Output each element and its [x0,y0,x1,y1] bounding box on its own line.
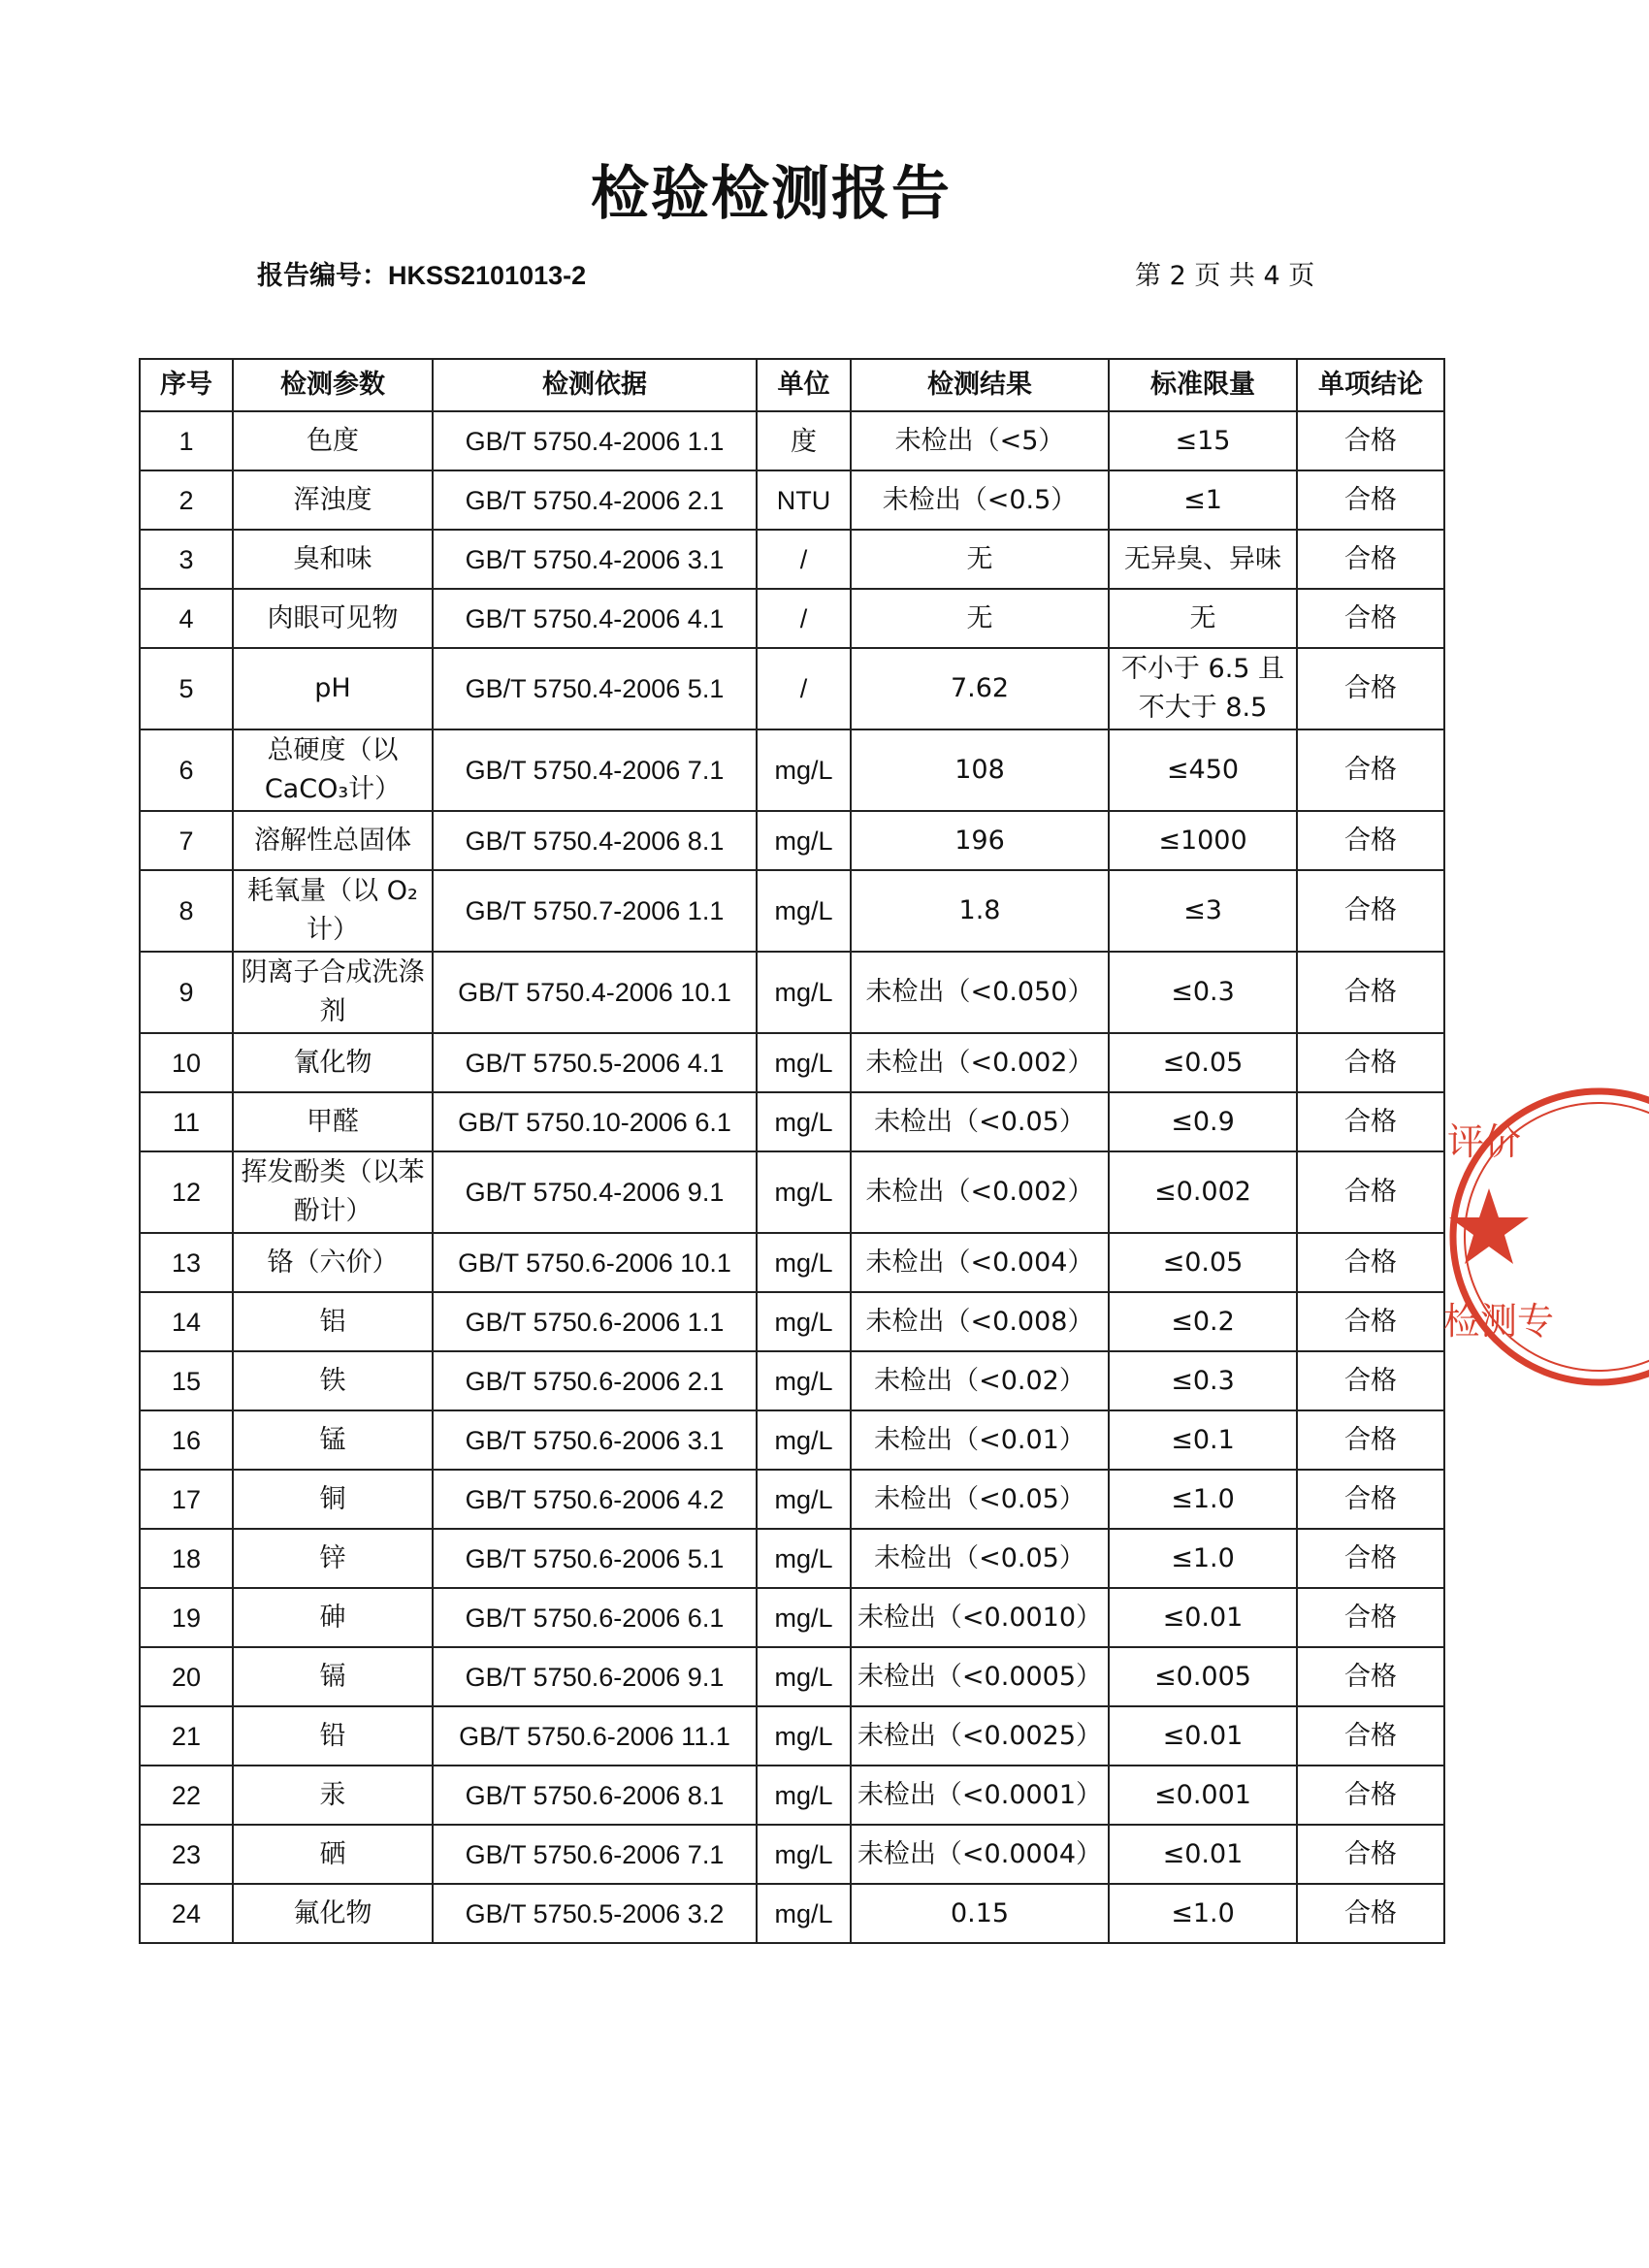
cell-limit: ≤0.3 [1109,952,1297,1033]
cell-limit: ≤0.9 [1109,1092,1297,1151]
cell-conclusion: 合格 [1297,589,1444,648]
cell-result: 未检出（<0.0004） [851,1825,1109,1884]
header-no: 序号 [140,359,233,411]
cell-no: 2 [140,470,233,530]
cell-method: GB/T 5750.4-2006 4.1 [433,589,757,648]
cell-method: GB/T 5750.6-2006 5.1 [433,1529,757,1588]
cell-param: 锌 [233,1529,433,1588]
cell-conclusion: 合格 [1297,1766,1444,1825]
cell-method: GB/T 5750.6-2006 11.1 [433,1706,757,1766]
table-row [140,1410,1444,1470]
cell-conclusion: 合格 [1297,1410,1444,1470]
cell-unit: 度 [757,411,851,470]
table-row [140,1151,1444,1233]
cell-param: 浑浊度 [233,470,433,530]
cell-result: 未检出（<5） [851,411,1109,470]
cell-no: 15 [140,1351,233,1410]
cell-limit: ≤1.0 [1109,1470,1297,1529]
cell-param: 臭和味 [233,530,433,589]
cell-result: 1.8 [851,870,1109,952]
report-number-label: 报告编号： [257,261,388,291]
cell-param: 色度 [233,411,433,470]
cell-result: 未检出（<0.02） [851,1351,1109,1410]
cell-conclusion: 合格 [1297,1151,1444,1233]
cell-unit: mg/L [757,1825,851,1884]
seal-graphic [1434,1086,1555,1387]
cell-result: 未检出（<0.004） [851,1233,1109,1292]
table-row [140,470,1444,530]
cell-method: GB/T 5750.6-2006 7.1 [433,1825,757,1884]
cell-result: 未检出（<0.0005） [851,1647,1109,1706]
seal-text-top: 评价 [1447,1120,1522,1163]
cell-no: 20 [140,1647,233,1706]
cell-result: 未检出（<0.05） [851,1470,1109,1529]
cell-limit: ≤0.3 [1109,1351,1297,1410]
table-row [140,1766,1444,1825]
cell-result: 未检出（<0.0025） [851,1706,1109,1766]
cell-method: GB/T 5750.6-2006 4.2 [433,1470,757,1529]
cell-limit: ≤0.001 [1109,1766,1297,1825]
cell-param: 挥发酚类（以苯酚计） [233,1151,433,1233]
cell-conclusion: 合格 [1297,1470,1444,1529]
cell-param: 锰 [233,1410,433,1470]
cell-limit: ≤0.05 [1109,1033,1297,1092]
report-number-line [257,254,586,292]
cell-result: 0.15 [851,1884,1109,1943]
test-results-table [139,358,1445,1944]
cell-limit: ≤0.01 [1109,1588,1297,1647]
cell-no: 10 [140,1033,233,1092]
cell-result: 未检出（<0.002） [851,1151,1109,1233]
table-row [140,1292,1444,1351]
cell-no: 1 [140,411,233,470]
table-row [140,952,1444,1033]
cell-result: 108 [851,729,1109,811]
cell-method: GB/T 5750.4-2006 10.1 [433,952,757,1033]
table-row [140,1884,1444,1943]
cell-method: GB/T 5750.6-2006 2.1 [433,1351,757,1410]
cell-method: GB/T 5750.7-2006 1.1 [433,870,757,952]
table-row [140,811,1444,870]
cell-conclusion: 合格 [1297,870,1444,952]
cell-result: 未检出（<0.0001） [851,1766,1109,1825]
cell-unit: / [757,530,851,589]
table-row [140,648,1444,729]
cell-conclusion: 合格 [1297,1884,1444,1943]
cell-no: 5 [140,648,233,729]
cell-unit: / [757,589,851,648]
cell-method: GB/T 5750.6-2006 3.1 [433,1410,757,1470]
cell-unit: mg/L [757,811,851,870]
cell-conclusion: 合格 [1297,648,1444,729]
table-row [140,1233,1444,1292]
cell-method: GB/T 5750.6-2006 9.1 [433,1647,757,1706]
cell-unit: mg/L [757,1529,851,1588]
cell-unit: mg/L [757,1588,851,1647]
cell-limit: 无 [1109,589,1297,648]
cell-method: GB/T 5750.4-2006 2.1 [433,470,757,530]
cell-method: GB/T 5750.5-2006 4.1 [433,1033,757,1092]
cell-param: 汞 [233,1766,433,1825]
cell-no: 17 [140,1470,233,1529]
cell-method: GB/T 5750.4-2006 7.1 [433,729,757,811]
cell-conclusion: 合格 [1297,1529,1444,1588]
cell-conclusion: 合格 [1297,1588,1444,1647]
header-param: 检测参数 [233,359,433,411]
cell-conclusion: 合格 [1297,1825,1444,1884]
table-row [140,411,1444,470]
cell-limit: ≤0.005 [1109,1647,1297,1706]
cell-no: 14 [140,1292,233,1351]
cell-no: 24 [140,1884,233,1943]
cell-no: 16 [140,1410,233,1470]
cell-unit: / [757,648,851,729]
cell-limit: ≤1000 [1109,811,1297,870]
cell-limit: ≤0.1 [1109,1410,1297,1470]
table-row [140,589,1444,648]
cell-no: 4 [140,589,233,648]
cell-method: GB/T 5750.4-2006 8.1 [433,811,757,870]
cell-unit: mg/L [757,1766,851,1825]
cell-result: 无 [851,530,1109,589]
inspection-seal-stamp [1434,1086,1555,1387]
cell-unit: mg/L [757,1351,851,1410]
cell-conclusion: 合格 [1297,1351,1444,1410]
cell-limit: 无异臭、异味 [1109,530,1297,589]
cell-param: 耗氧量（以 O₂计） [233,870,433,952]
cell-limit: ≤0.01 [1109,1825,1297,1884]
cell-conclusion: 合格 [1297,1647,1444,1706]
cell-param: pH [233,648,433,729]
report-title: 检验检测报告 [591,160,952,228]
table-row [140,1588,1444,1647]
cell-conclusion: 合格 [1297,1292,1444,1351]
table-row [140,729,1444,811]
cell-result: 未检出（<0.0010） [851,1588,1109,1647]
cell-conclusion: 合格 [1297,1233,1444,1292]
cell-param: 阴离子合成洗涤剂 [233,952,433,1033]
table-row [140,1351,1444,1410]
cell-method: GB/T 5750.6-2006 1.1 [433,1292,757,1351]
cell-unit: NTU [757,470,851,530]
cell-limit: ≤0.01 [1109,1706,1297,1766]
cell-no: 19 [140,1588,233,1647]
cell-limit: ≤1 [1109,470,1297,530]
cell-no: 3 [140,530,233,589]
cell-no: 12 [140,1151,233,1233]
cell-unit: mg/L [757,1033,851,1092]
cell-limit: ≤3 [1109,870,1297,952]
cell-conclusion: 合格 [1297,729,1444,811]
table-row [140,1470,1444,1529]
cell-param: 氟化物 [233,1884,433,1943]
report-number: HKSS2101013-2 [388,261,587,290]
cell-unit: mg/L [757,870,851,952]
table-body [140,411,1444,1943]
table-row [140,1706,1444,1766]
table-row [140,1529,1444,1588]
cell-param: 铬（六价） [233,1233,433,1292]
cell-no: 6 [140,729,233,811]
cell-conclusion: 合格 [1297,1092,1444,1151]
cell-unit: mg/L [757,1233,851,1292]
cell-result: 无 [851,589,1109,648]
cell-no: 21 [140,1706,233,1766]
cell-param: 肉眼可见物 [233,589,433,648]
cell-limit: ≤0.2 [1109,1292,1297,1351]
cell-param: 溶解性总固体 [233,811,433,870]
cell-limit: ≤0.05 [1109,1233,1297,1292]
cell-conclusion: 合格 [1297,1033,1444,1092]
cell-limit: ≤1.0 [1109,1884,1297,1943]
cell-method: GB/T 5750.10-2006 6.1 [433,1092,757,1151]
cell-no: 22 [140,1766,233,1825]
cell-conclusion: 合格 [1297,952,1444,1033]
cell-no: 18 [140,1529,233,1588]
cell-param: 铝 [233,1292,433,1351]
table-header-row [140,359,1444,411]
cell-limit: ≤0.002 [1109,1151,1297,1233]
cell-unit: mg/L [757,952,851,1033]
cell-param: 砷 [233,1588,433,1647]
cell-result: 未检出（<0.05） [851,1529,1109,1588]
cell-param: 硒 [233,1825,433,1884]
cell-result: 未检出（<0.050） [851,952,1109,1033]
cell-method: GB/T 5750.6-2006 10.1 [433,1233,757,1292]
cell-unit: mg/L [757,1292,851,1351]
cell-unit: mg/L [757,1470,851,1529]
header-result: 检测结果 [851,359,1109,411]
cell-no: 7 [140,811,233,870]
seal-text-bottom: 检测专 [1443,1300,1555,1343]
cell-no: 8 [140,870,233,952]
cell-param: 甲醛 [233,1092,433,1151]
cell-no: 11 [140,1092,233,1151]
cell-param: 铜 [233,1470,433,1529]
table-row [140,870,1444,952]
cell-param: 总硬度（以CaCO₃计） [233,729,433,811]
cell-unit: mg/L [757,729,851,811]
cell-param: 镉 [233,1647,433,1706]
cell-method: GB/T 5750.4-2006 5.1 [433,648,757,729]
table-row [140,1825,1444,1884]
cell-method: GB/T 5750.4-2006 3.1 [433,530,757,589]
cell-result: 未检出（<0.5） [851,470,1109,530]
header-method: 检测依据 [433,359,757,411]
cell-unit: mg/L [757,1884,851,1943]
table-row [140,1092,1444,1151]
cell-limit: 不小于 6.5 且不大于 8.5 [1109,648,1297,729]
table-row [140,1647,1444,1706]
cell-conclusion: 合格 [1297,470,1444,530]
page-indicator: 第 2 页 共 4 页 [1135,261,1315,291]
cell-method: GB/T 5750.5-2006 3.2 [433,1884,757,1943]
cell-param: 铁 [233,1351,433,1410]
cell-result: 未检出（<0.05） [851,1092,1109,1151]
cell-unit: mg/L [757,1151,851,1233]
cell-method: GB/T 5750.6-2006 6.1 [433,1588,757,1647]
cell-method: GB/T 5750.6-2006 8.1 [433,1766,757,1825]
table-row [140,1033,1444,1092]
cell-param: 铅 [233,1706,433,1766]
header-conclusion: 单项结论 [1297,359,1444,411]
cell-unit: mg/L [757,1410,851,1470]
cell-unit: mg/L [757,1647,851,1706]
cell-result: 未检出（<0.01） [851,1410,1109,1470]
cell-method: GB/T 5750.4-2006 9.1 [433,1151,757,1233]
cell-no: 9 [140,952,233,1033]
table-row [140,530,1444,589]
header-limit: 标准限量 [1109,359,1297,411]
cell-conclusion: 合格 [1297,811,1444,870]
cell-unit: mg/L [757,1092,851,1151]
cell-result: 未检出（<0.008） [851,1292,1109,1351]
cell-limit: ≤1.0 [1109,1529,1297,1588]
cell-no: 13 [140,1233,233,1292]
cell-param: 氰化物 [233,1033,433,1092]
cell-result: 196 [851,811,1109,870]
cell-conclusion: 合格 [1297,1706,1444,1766]
cell-method: GB/T 5750.4-2006 1.1 [433,411,757,470]
cell-result: 未检出（<0.002） [851,1033,1109,1092]
cell-limit: ≤15 [1109,411,1297,470]
cell-no: 23 [140,1825,233,1884]
header-unit: 单位 [757,359,851,411]
cell-unit: mg/L [757,1706,851,1766]
cell-result: 7.62 [851,648,1109,729]
cell-conclusion: 合格 [1297,411,1444,470]
cell-conclusion: 合格 [1297,530,1444,589]
cell-limit: ≤450 [1109,729,1297,811]
